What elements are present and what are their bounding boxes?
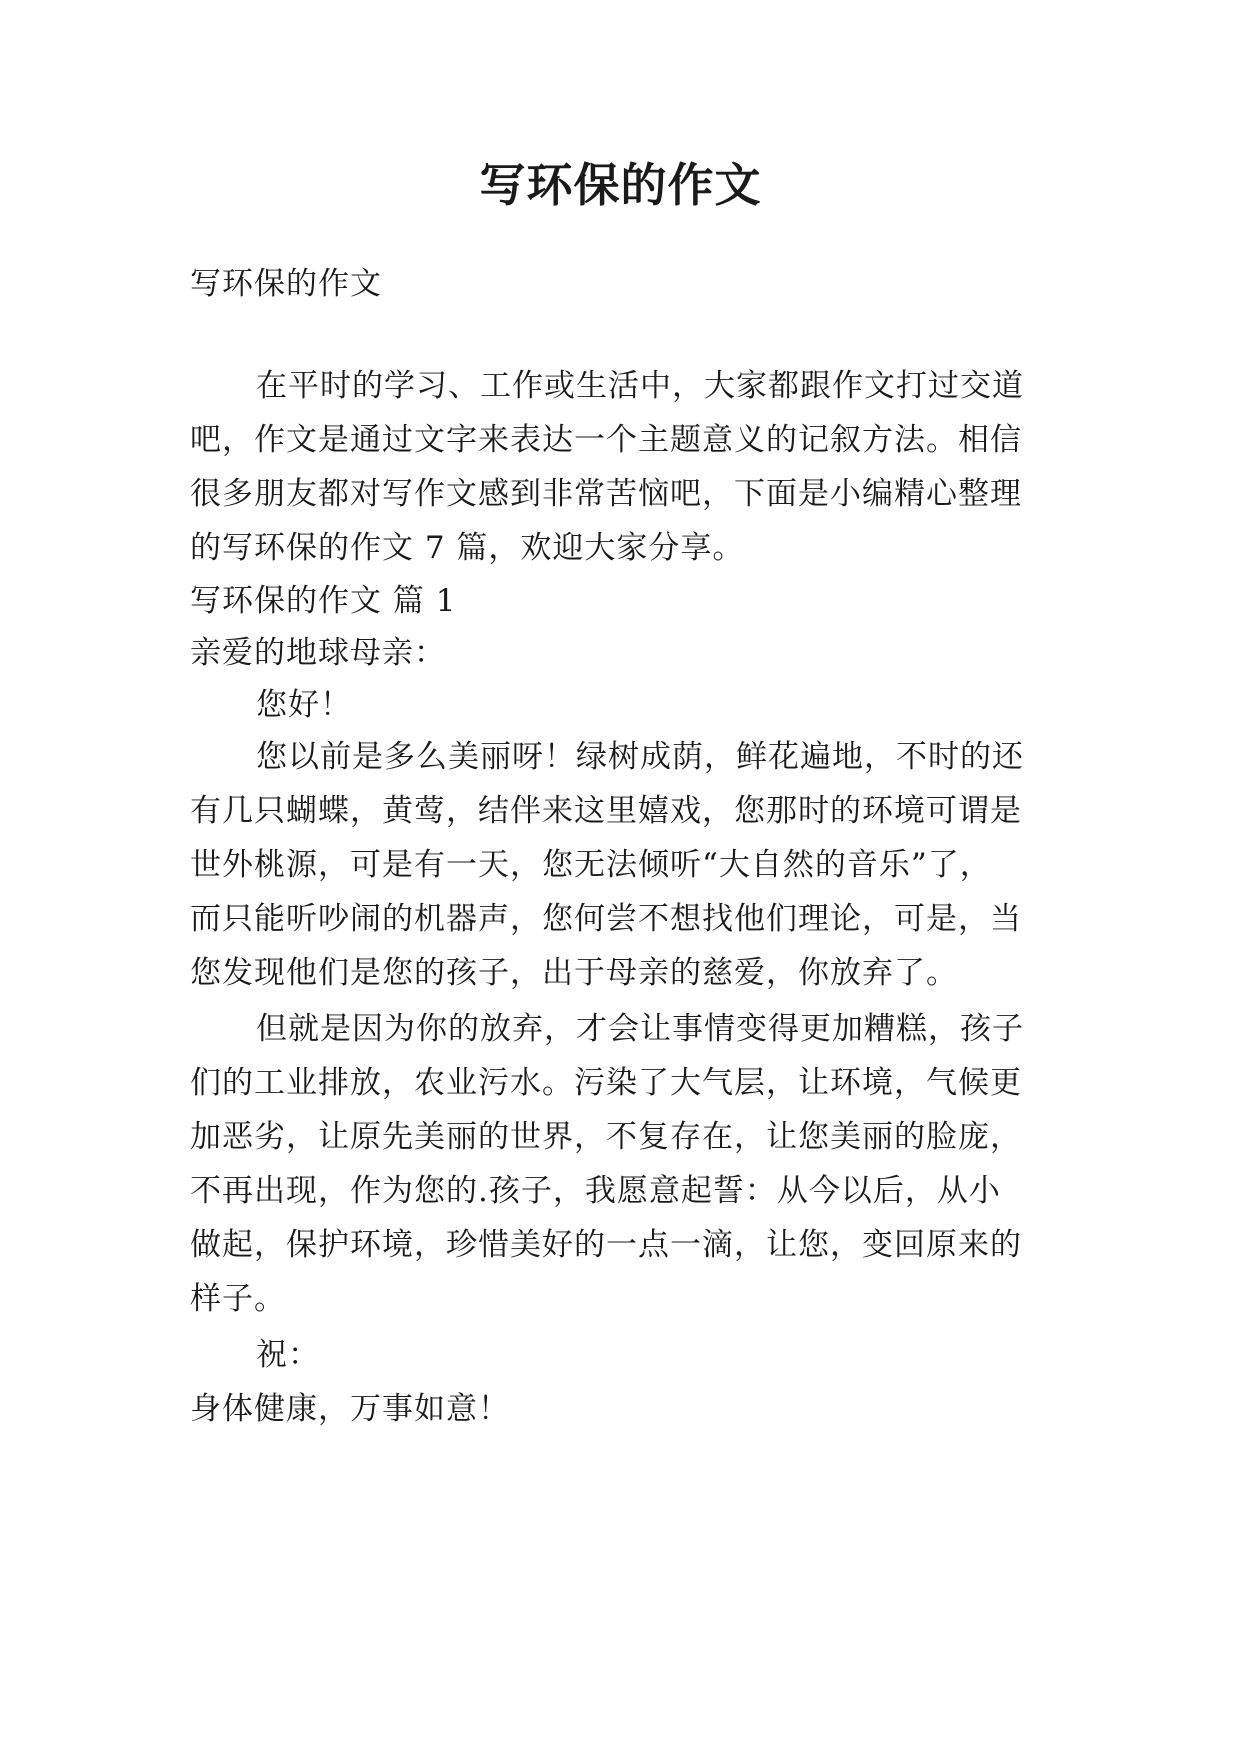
body-paragraph-line: 做起，保护环境，珍惜美好的一点一滴，让您，变回原来的 [190, 1227, 1022, 1263]
intro-paragraph-line: 在平时的学习、工作或生活中，大家都跟作文打过交道 [256, 368, 1024, 404]
body-paragraph-line: 您发现他们是您的孩子，出于母亲的慈爱，你放弃了。 [190, 955, 958, 991]
body-paragraph-line: 而只能听吵闹的机器声，您何尝不想找他们理论，可是，当 [190, 901, 1022, 937]
intro-paragraph-line: 吧，作文是通过文字来表达一个主题意义的记叙方法。相信 [190, 422, 1022, 458]
section-heading: 写环保的作文 篇 1 [190, 583, 457, 619]
body-paragraph-line: 不再出现，作为您的.孩子，我愿意起誓：从今以后，从小 [190, 1173, 1001, 1209]
intro-paragraph-line: 很多朋友都对写作文感到非常苦恼吧，下面是小编精心整理 [190, 476, 1022, 512]
letter-closing: 祝： [256, 1337, 320, 1373]
body-paragraph-line: 世外桃源，可是有一天，您无法倾听“大自然的音乐”了， [190, 847, 992, 883]
body-paragraph-line: 有几只蝴蝶，黄莺，结伴来这里嬉戏，您那时的环境可谓是 [190, 793, 1022, 829]
body-paragraph-line: 们的工业排放，农业污水。污染了大气层，让环境，气候更 [190, 1065, 1022, 1101]
subtitle-line: 写环保的作文 [190, 266, 382, 302]
letter-greeting: 您好！ [256, 687, 352, 723]
document-title: 写环保的作文 [479, 158, 762, 212]
letter-salutation: 亲爱的地球母亲： [190, 635, 446, 671]
intro-paragraph-line: 的写环保的作文 7 篇，欢迎大家分享。 [190, 530, 745, 566]
body-paragraph-line: 但就是因为你的放弃，才会让事情变得更加糟糕，孩子 [256, 1011, 1024, 1047]
body-paragraph-line: 样子。 [190, 1281, 286, 1317]
body-paragraph-line: 您以前是多么美丽呀！绿树成荫，鲜花遍地，不时的还 [256, 739, 1024, 775]
letter-wishes: 身体健康，万事如意！ [190, 1391, 510, 1427]
body-paragraph-line: 加恶劣，让原先美丽的世界，不复存在，让您美丽的脸庞， [190, 1119, 1022, 1155]
